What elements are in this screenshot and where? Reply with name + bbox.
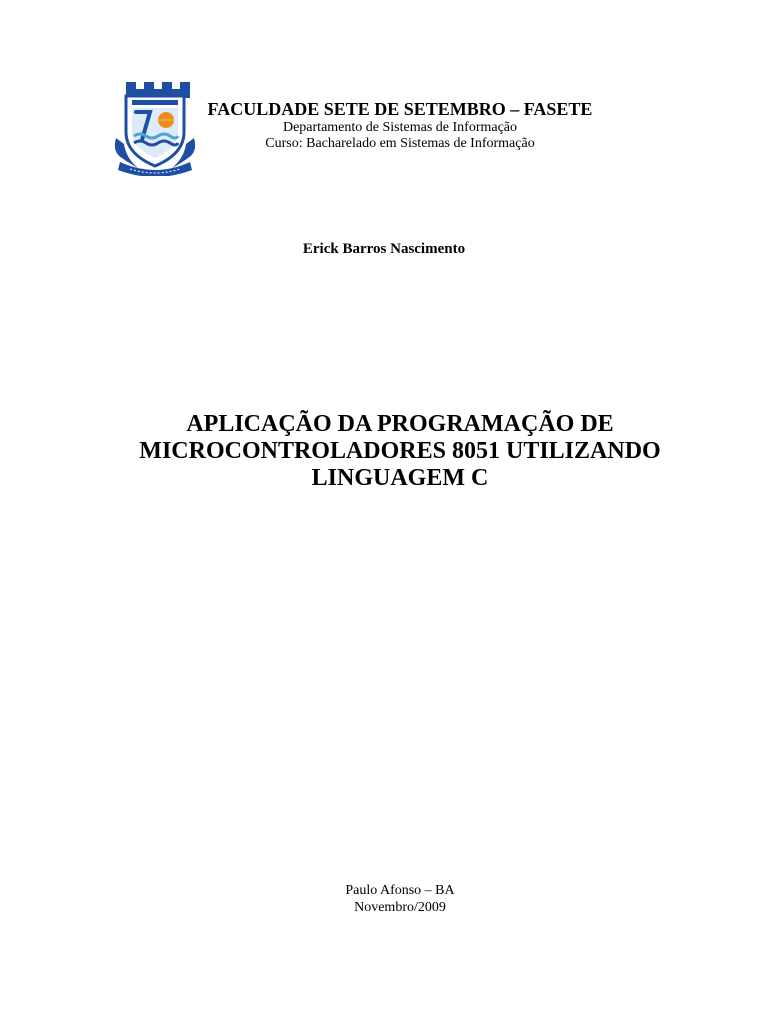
author-name: Erick Barros Nascimento <box>302 241 466 257</box>
document-title <box>0 411 768 492</box>
fasete-crest-icon <box>112 78 198 176</box>
footer-date: Novembro/2009 <box>354 900 446 915</box>
document-footer <box>0 882 768 916</box>
title-line: MICROCONTROLADORES 8051 UTILIZANDO <box>139 438 661 464</box>
title-line: LINGUAGEM C <box>311 465 489 491</box>
institution-name: FACULDADE SETE DE SETEMBRO – FASETE <box>207 99 593 119</box>
institution-header <box>200 98 600 152</box>
footer-place: Paulo Afonso – BA <box>345 883 455 898</box>
department-name: Departamento de Sistemas de Informação <box>282 120 518 135</box>
course-name: Curso: Bacharelado em Sistemas de Informação <box>265 136 535 151</box>
title-line: APLICAÇÃO DA PROGRAMAÇÃO DE <box>186 411 614 437</box>
